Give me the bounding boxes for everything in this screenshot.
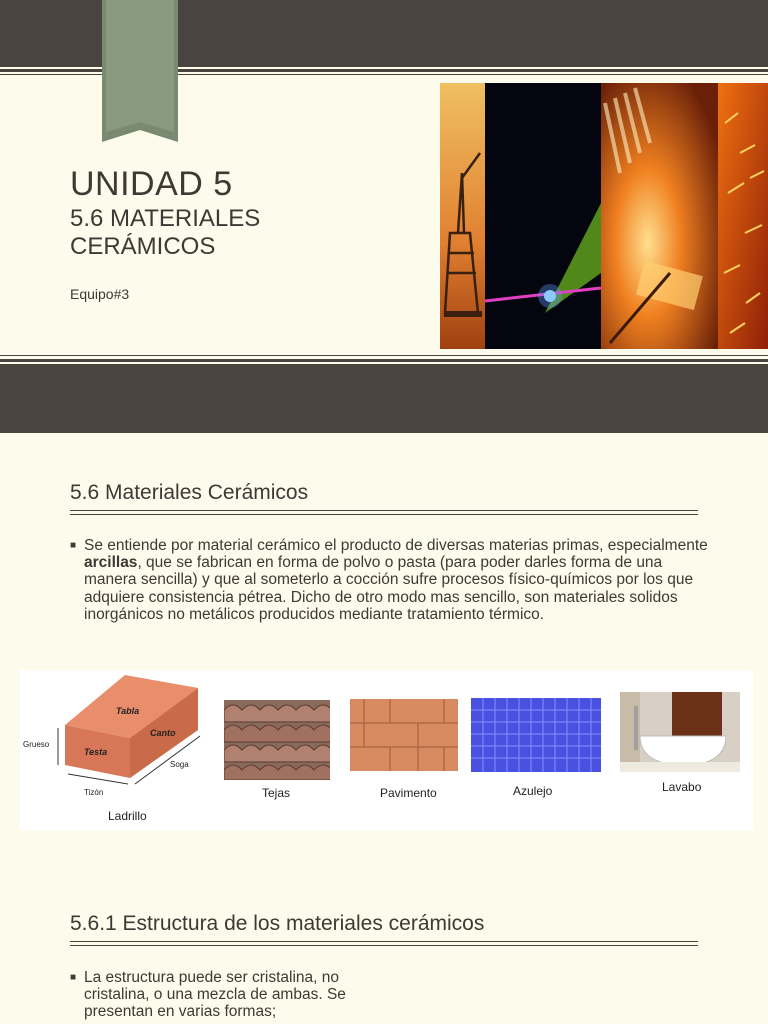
brick-label-top: Tabla [116,706,140,716]
sparks-photo [718,83,768,349]
slide-subtitle: 5.6 MATERIALES CERÁMICOS [70,205,261,260]
bullet-square-icon: ■ [70,972,77,983]
brick-dim-width: Tizón [84,788,104,797]
wall-tiles-photo [471,698,601,772]
caption-basin: Lavabo [662,780,702,794]
brick-diagram [20,670,220,830]
heading-rule [70,510,698,511]
definition-bullet [70,537,710,623]
caption-tiles: Tejas [262,786,291,800]
roof-tiles-photo [224,700,330,780]
bullet-square-icon: ■ [70,540,77,551]
brick-dim-length: Soga [170,760,189,769]
foundry-photo [601,83,718,349]
slide-title: UNIDAD 5 [70,165,233,203]
title-slide-bottom-band [0,364,768,433]
bullet-text-start: Se entiende por material cerámico el producto de diversas materias primas, especialmente [84,537,708,554]
structure-bullet [70,969,370,1021]
basin-photo [620,692,740,772]
bookmark-ribbon [102,0,178,142]
brick-label-side: Canto [150,728,176,738]
heading-rule-2 [70,514,698,515]
subsection-heading: 5.6.1 Estructura de los materiales cerámicos [70,912,485,935]
brick-label-front: Testa [84,747,108,757]
ceramic-examples-figure [20,670,753,830]
section-heading: 5.6 Materiales Cerámicos [70,481,309,504]
subsection-rule-2 [70,945,698,946]
industrial-photo-collage [440,83,768,349]
caption-brick: Ladrillo [108,809,147,823]
bullet-bold-term: arcillas [84,554,138,572]
brick-dim-height: Grueso [23,740,50,749]
bottom-rule-thin [0,355,768,356]
caption-paving: Pavimento [380,786,437,800]
caption-wall-tile: Azulejo [513,784,553,798]
structure-bullet-text: La estructura puede ser cristalina, no cristalina, o una mezcla de ambas. Se presentan en varias formas; [84,969,346,1021]
team-label: Equipo#3 [70,286,130,302]
bottom-rule [0,359,768,362]
bullet-text-end: , que se fabrican en forma de polvo o pasta (para poder darles forma de una manera sencilla) y que al someterlo a cocción sufre procesos físico-químicos por los que adquiere consistencia pétrea. Dicho de otro modo mas sencillo, son materiales solidos inorgánicos no metálicos producidos mediante tratamiento térmico. [84,554,694,623]
subsection-rule [70,941,698,942]
oil-rig-photo [440,83,485,349]
paving-photo [350,699,458,771]
laser-photo [485,83,601,349]
